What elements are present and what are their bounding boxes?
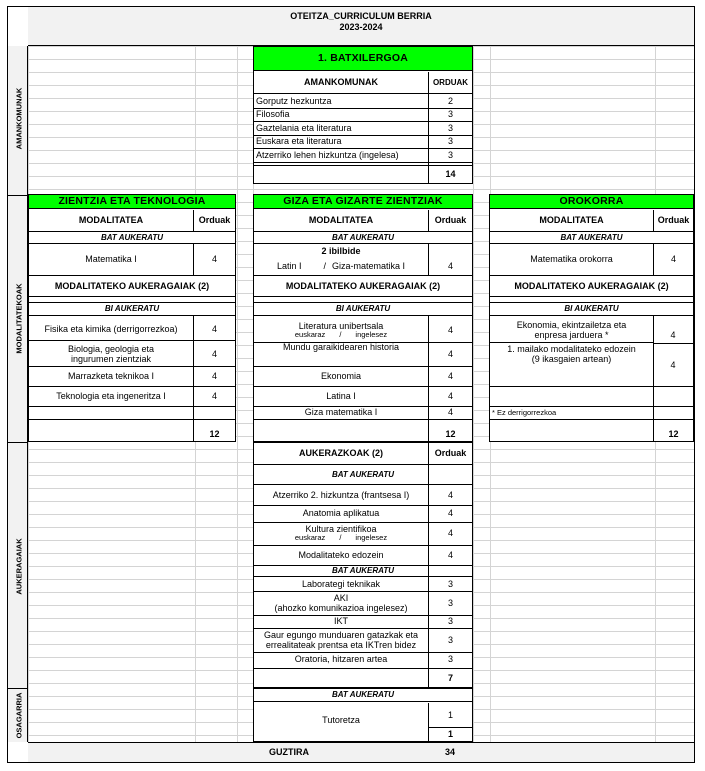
giza-row-hours: 4	[447, 390, 453, 401]
orokorra-main-name: Matematika orokorra	[490, 244, 653, 276]
zientzia-title: ZIENTZIA ETA TEKNOLOGIA	[29, 195, 235, 209]
auk-row-line2: errealitateak prentsa eta IKTren bidez	[265, 640, 417, 650]
sub-b: ingelesez	[355, 329, 388, 339]
giza-main-options	[254, 258, 428, 276]
auk-g1-row-name	[254, 485, 428, 505]
zientzia-total: 12	[209, 429, 220, 440]
zientzia-row-line1: Fisika eta kimika (derrigorrezkoa)	[44, 323, 178, 334]
batx-title: 1. BATXILERGOA	[254, 47, 472, 71]
orokorra-row-2-name	[490, 344, 653, 366]
batx-row-hours: 3	[447, 136, 453, 147]
section-label-aukeragaiak: AUKERAGAIAK	[14, 538, 24, 595]
giza-row-line1: Mundu garaikidearen historia	[282, 342, 400, 352]
giza-row-name	[254, 386, 428, 406]
giza-row-name	[254, 406, 428, 419]
sub-a: euskaraz	[294, 533, 326, 543]
auk-row-line1: Kultura zientifikoa	[305, 524, 377, 535]
section-label-amankomunak: AMANKOMUNAK	[14, 87, 24, 150]
batx-col-hours: ORDUAK	[428, 72, 472, 94]
giza-title: GIZA ETA GIZARTE ZIENTZIAK	[254, 195, 472, 209]
orokorra-row-2-line2: (9 ikasgaien artean)	[531, 354, 612, 365]
auk-row-line1: IKT	[333, 616, 348, 627]
guztira-value: 34	[444, 746, 455, 757]
giza-row-hours: 4	[447, 324, 453, 335]
zientzia-row-name	[29, 318, 193, 340]
orokorra-row-1-line2: enpresa jarduera *	[534, 330, 609, 340]
giza-row-name	[254, 342, 428, 366]
zientzia-row-name	[29, 386, 193, 406]
section-divider	[8, 442, 28, 443]
osagarria-row-name: Tutoretza	[322, 714, 360, 725]
auk-g2-row-hours: 3	[447, 654, 453, 665]
auk-g2-row-name	[254, 591, 428, 615]
auk-g2-row-name	[254, 652, 428, 667]
auk-g1-row-name	[254, 522, 428, 545]
orokorra-note: * Ez derrigorrezkoa	[492, 407, 557, 417]
giza-row-line1: Ekonomia	[320, 370, 362, 381]
auk-g1-row-name	[254, 505, 428, 522]
zientzia-row-hours: 4	[211, 390, 217, 401]
orokorra-aukeragaiak: MODALITATEKO AUKERAGAIAK (2)	[490, 277, 693, 297]
batx-row-hours: 3	[447, 122, 453, 133]
orokorra-row-1-line1: Ekonomia, ekintzailetza eta	[516, 319, 627, 330]
giza-main-hours: 4	[428, 244, 472, 276]
zientzia-row-line1: Marrazketa teknikoa I	[67, 370, 155, 381]
giza-main-b: Giza-matematika I	[332, 261, 406, 272]
giza-row-name	[254, 318, 428, 342]
zientzia-row-line1: Teknologia eta ingeneritza I	[56, 390, 166, 401]
giza-bat-aukeratu: BAT AUKERATU	[254, 232, 472, 244]
auk-row-line1: Modalitateko edozein	[298, 549, 384, 560]
zientzia-col-hours: Orduak	[193, 210, 235, 232]
orokorra-total-sep	[490, 419, 693, 420]
orokorra-bi-aukeratu: BI AUKERATU	[490, 302, 693, 316]
zientzia-main-hours: 4	[193, 244, 235, 276]
auk-g2-row-name	[254, 615, 428, 628]
osagarria-total: 1	[428, 728, 472, 741]
batx-row-hours: 2	[447, 95, 453, 106]
row-divider	[29, 406, 235, 407]
aukerazkoak-col-hours: Orduak	[428, 443, 472, 465]
guztira-label: GUZTIRA	[269, 746, 309, 757]
giza-total: 12	[445, 429, 456, 440]
zientzia-row-name	[29, 342, 193, 366]
osagarria-row-hours: 1	[428, 703, 472, 727]
auk-g1-row-hours: 4	[447, 489, 453, 500]
orokorra-row-sep	[490, 342, 653, 343]
batx-col-subject: AMANKOMUNAK	[254, 72, 428, 94]
row-divider	[29, 340, 235, 341]
orokorra-row-2-line1: 1. mailako modalitateko edozein	[507, 344, 636, 354]
auk-g2-row-name	[254, 578, 428, 591]
giza-row-line1: Latina I	[326, 390, 356, 401]
orokorra-col-modal: MODALITATEA	[490, 210, 653, 232]
giza-row-sub	[295, 331, 387, 340]
zientzia-bat-aukeratu: BAT AUKERATU	[29, 232, 235, 244]
zientzia-row-hours: 4	[211, 348, 217, 359]
sub-sep: /	[339, 533, 342, 543]
orokorra-total: 12	[668, 429, 679, 440]
auk-row-sub	[295, 534, 387, 543]
orokorra-title: OROKORRA	[490, 195, 693, 209]
sub-b: ingelesez	[355, 533, 388, 543]
batx-row-name: Euskara eta literatura	[256, 136, 342, 147]
zientzia-main-name: Matematika I	[29, 244, 193, 276]
aukerazkoak-bat-2: BAT AUKERATU	[254, 565, 472, 577]
auk-g2-row-hours: 3	[447, 597, 453, 608]
batx-total: 14	[445, 169, 456, 180]
aukerazkoak-total: 7	[447, 672, 453, 683]
giza-hours-line	[428, 316, 429, 441]
giza-row-hours: 4	[447, 407, 453, 418]
orokorra-row-2-hours: 4	[653, 343, 693, 387]
orokorra-bat-aukeratu: BAT AUKERATU	[490, 232, 693, 244]
giza-main-a: Latin I	[276, 261, 302, 272]
orokorra-main-hours: 4	[653, 244, 693, 276]
auk-g1-row-name	[254, 545, 428, 565]
zientzia-total-sep	[29, 419, 235, 420]
zientzia-hours-line	[193, 316, 194, 441]
auk-g1-row-hours: 4	[447, 549, 453, 560]
auk-g2-row-hours: 3	[447, 634, 453, 645]
aukerazkoak-total-sep	[254, 668, 472, 669]
zientzia-row-line2: ingurumen zientziak	[70, 354, 152, 364]
batx-row-hours: 3	[447, 149, 453, 160]
aukerazkoak-hours-line	[428, 465, 429, 687]
sub-sep: /	[339, 329, 342, 339]
giza-row-hours: 4	[447, 348, 453, 359]
zientzia-bi-aukeratu: BI AUKERATU	[29, 302, 235, 316]
giza-total-sep	[254, 419, 472, 420]
guztira-row	[28, 742, 694, 762]
auk-row-line1: Laborategi teknikak	[301, 579, 381, 590]
batx-row-name: Gaztelania eta literatura	[256, 122, 352, 133]
zientzia-aukeragaiak: MODALITATEKO AUKERAGAIAK (2)	[29, 277, 235, 297]
zientzia-row-line1: Biologia, geologia eta	[67, 343, 155, 354]
zientzia-row-hours: 4	[211, 323, 217, 334]
auk-row-line1: AKI	[333, 592, 349, 603]
giza-bi-aukeratu: BI AUKERATU	[254, 302, 472, 316]
aukerazkoak-bat-1: BAT AUKERATU	[254, 465, 472, 485]
giza-ibilbide: 2 ibilbide	[321, 245, 361, 256]
auk-g2-row-hours: 3	[447, 579, 453, 590]
row-divider	[254, 162, 472, 163]
batx-row-name: Gorputz hezkuntza	[256, 95, 332, 106]
auk-row-line2: (ahozko komunikazioa ingelesez)	[274, 603, 408, 613]
auk-g2-row-name	[254, 628, 428, 652]
doc-title: OTEITZA_CURRICULUM BERRIA	[290, 10, 432, 21]
orokorra-row-1-name	[490, 318, 653, 342]
orokorra-hours-line	[653, 316, 654, 441]
section-label-osagarria: OSAGARRIA	[14, 692, 24, 739]
giza-row-line1: Giza matematika I	[304, 407, 378, 418]
batx-row-hours: 3	[447, 109, 453, 120]
giza-row-line1: Literatura unibertsala	[298, 320, 384, 331]
giza-aukeragaiak: MODALITATEKO AUKERAGAIAK (2)	[254, 277, 472, 297]
auk-row-line1: Gaur egungo munduaren gatazkak eta	[263, 629, 419, 640]
giza-row-name	[254, 366, 428, 386]
giza-col-modal: MODALITATEA	[254, 210, 428, 232]
section-label-modalitatekoak: MODALITATEKOAK	[14, 283, 24, 354]
auk-g1-row-hours: 4	[447, 508, 453, 519]
auk-row-line1: Oratoria, hitzaren artea	[294, 654, 388, 665]
zientzia-row-hours: 4	[211, 370, 217, 381]
zientzia-col-modal: MODALITATEA	[29, 210, 193, 232]
zientzia-row-name	[29, 366, 193, 386]
auk-row-line1: Atzerriko 2. hizkuntza (frantsesa I)	[272, 489, 410, 500]
section-divider	[8, 195, 28, 196]
auk-g1-row-hours: 4	[447, 528, 453, 539]
sub-a: euskaraz	[294, 329, 326, 339]
osagarria-bat: BAT AUKERATU	[254, 689, 472, 702]
orokorra-row-sep	[490, 386, 653, 387]
giza-col-hours: Orduak	[428, 210, 472, 232]
aukerazkoak-title: AUKERAZKOAK (2)	[254, 443, 428, 465]
orokorra-row-1-hours: 4	[670, 329, 676, 340]
giza-main-sep: /	[323, 261, 326, 272]
batx-row-name: Atzerriko lehen hizkuntza (ingelesa)	[256, 149, 399, 160]
auk-row-line1: Anatomia aplikatua	[302, 508, 380, 519]
auk-g2-row-hours: 3	[447, 616, 453, 627]
giza-row-hours: 4	[447, 370, 453, 381]
doc-year: 2023-2024	[339, 21, 383, 32]
batx-row-name: Filosofia	[256, 109, 290, 120]
orokorra-col-hours: Orduak	[653, 210, 693, 232]
